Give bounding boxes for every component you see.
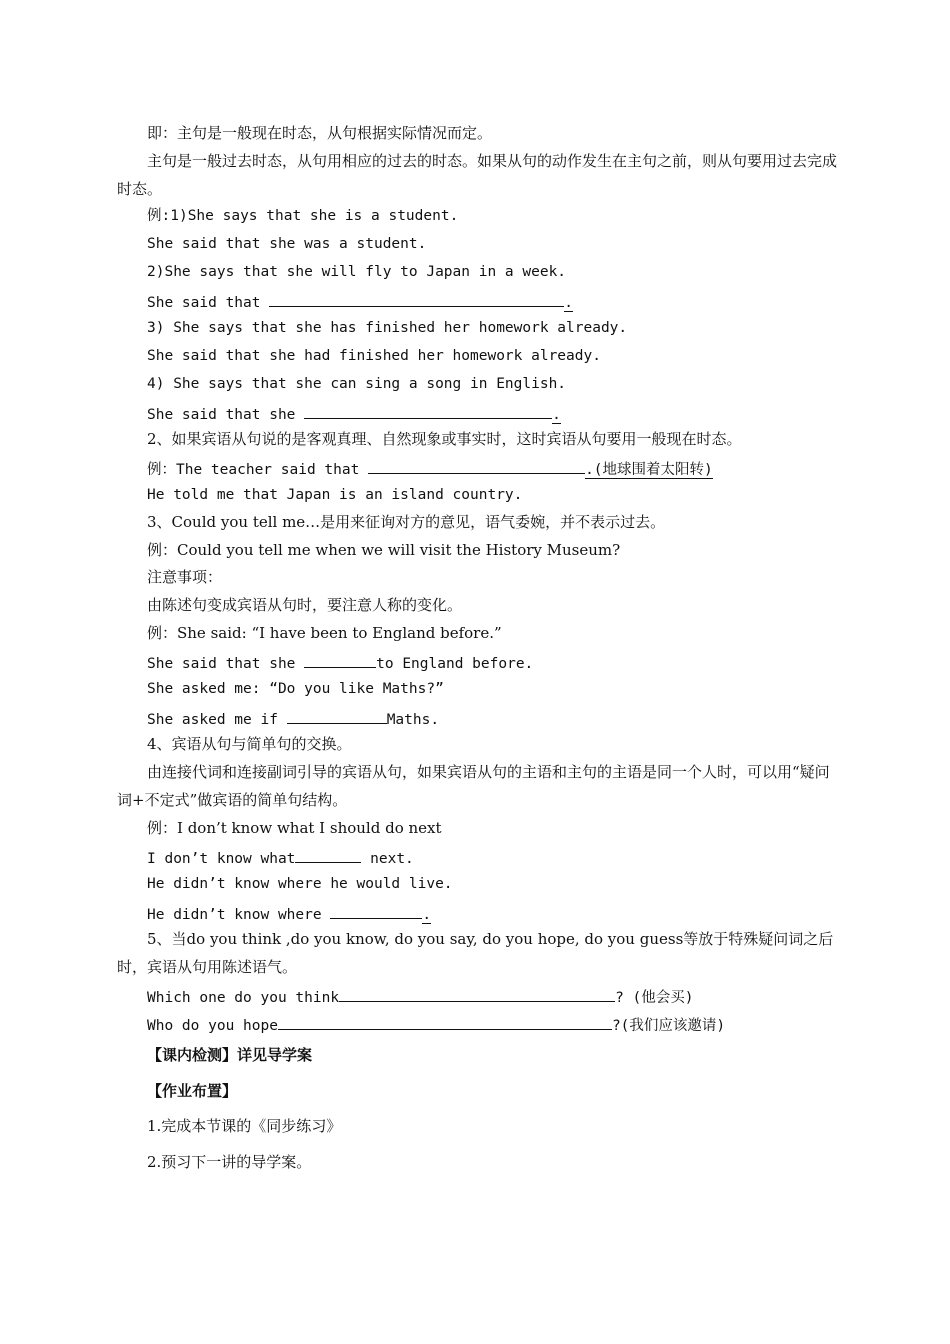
answer-blank[interactable] (269, 290, 564, 307)
example-line: 3) She says that she has finished her homework already. (147, 320, 628, 336)
answer-blank[interactable] (330, 902, 422, 919)
example-line: He told me that Japan is an island country. (147, 487, 523, 503)
rule-heading: 2、如果宾语从句说的是客观真理、自然现象或事实时，这时宾语从句要用一般现在时态。 (147, 430, 742, 448)
example-line (147, 985, 693, 1008)
example-line (147, 707, 439, 730)
line-text: ? (他会买) (615, 990, 694, 1006)
answer-blank[interactable] (278, 1013, 612, 1030)
homework-item: 1.完成本节课的《同步练习》 (147, 1117, 342, 1135)
line-text: .(地球围着太阳转) (585, 462, 713, 478)
example-line: 例:1)She says that she is a student. (147, 208, 459, 224)
line-text: She said that (147, 295, 270, 311)
line-text: Maths. (386, 712, 440, 728)
example-line: 例：I don’t know what I should do next (147, 819, 442, 837)
line-text: She asked me if (147, 712, 287, 728)
line-text: 例：The teacher said that (147, 462, 369, 478)
example-line: 例：She said: “I have been to England before.” (147, 624, 502, 642)
line-text: Which one do you think (147, 990, 340, 1006)
example-line (147, 846, 414, 869)
rule-heading: 3、Could you tell me…是用来征询对方的意见，语气委婉，并不表示过去。 (147, 513, 666, 531)
example-line: 2)She says that she will fly to Japan in a week. (147, 264, 567, 280)
answer-blank[interactable] (304, 402, 552, 419)
section-heading-homework: 【作业布置】 (147, 1082, 238, 1100)
line-text: . (552, 407, 561, 423)
example-line (147, 457, 713, 480)
example-line: 4) She says that she can sing a song in English. (147, 376, 567, 392)
example-line: She said that she was a student. (147, 236, 427, 252)
answer-blank[interactable] (339, 985, 615, 1002)
example-line (147, 902, 431, 925)
line-text: She said that she (147, 407, 305, 423)
paragraph-text: 主句是一般过去时态，从句用相应的过去的时态。如果从句的动作发生在主句之前，则从句要用过去完成时态。 (117, 152, 838, 198)
line-text: ?(我们应该邀请) (611, 1018, 726, 1034)
paragraph-text: 5、当do you think ,do you know, do you say, do you hope, do you guess等放于特殊疑问词之后时，宾语从句用陈述语气。 (117, 930, 834, 976)
text-paragraph (117, 758, 837, 814)
line-text: to England before. (376, 656, 534, 672)
rule-heading: 4、宾语从句与简单句的交换。 (147, 735, 352, 753)
text-paragraph (117, 147, 837, 203)
line-text: . (564, 295, 573, 311)
answer-blank[interactable] (304, 651, 376, 668)
answer-blank[interactable] (295, 846, 361, 863)
example-line: 例：Could you tell me when we will visit the History Museum? (147, 541, 621, 559)
answer-blank[interactable] (368, 457, 585, 474)
line-text: Who do you hope (147, 1018, 278, 1034)
notes-heading: 注意事项： (147, 568, 223, 586)
paragraph-text: 由连接代词和连接副词引导的宾语从句，如果宾语从句的主语和主句的主语是同一个人时，可以用“疑问词+不定式”做宾语的简单句结构。 (117, 763, 830, 809)
example-line (147, 651, 533, 674)
example-line: He didn’t know where he would live. (147, 876, 453, 892)
line-text: He didn’t know where (147, 907, 331, 923)
rule-paragraph (117, 925, 837, 981)
text-line: 由陈述句变成宾语从句时，要注意人称的变化。 (147, 596, 463, 614)
homework-item: 2.预习下一讲的导学案。 (147, 1153, 312, 1171)
answer-blank[interactable] (287, 707, 387, 724)
section-heading-class-check: 【课内检测】详见导学案 (147, 1046, 313, 1064)
line-text: She said that she (147, 656, 305, 672)
example-line (147, 290, 573, 313)
text-line: 即：主句是一般现在时态，从句根据实际情况而定。 (147, 124, 493, 142)
example-line (147, 402, 561, 425)
line-text: I don’t know what (147, 851, 296, 867)
example-line (147, 1013, 725, 1036)
line-text: . (422, 907, 432, 923)
example-line: She asked me: “Do you like Maths?” (147, 681, 444, 697)
example-line: She said that she had finished her homework already. (147, 348, 601, 364)
line-text: next. (361, 851, 414, 867)
